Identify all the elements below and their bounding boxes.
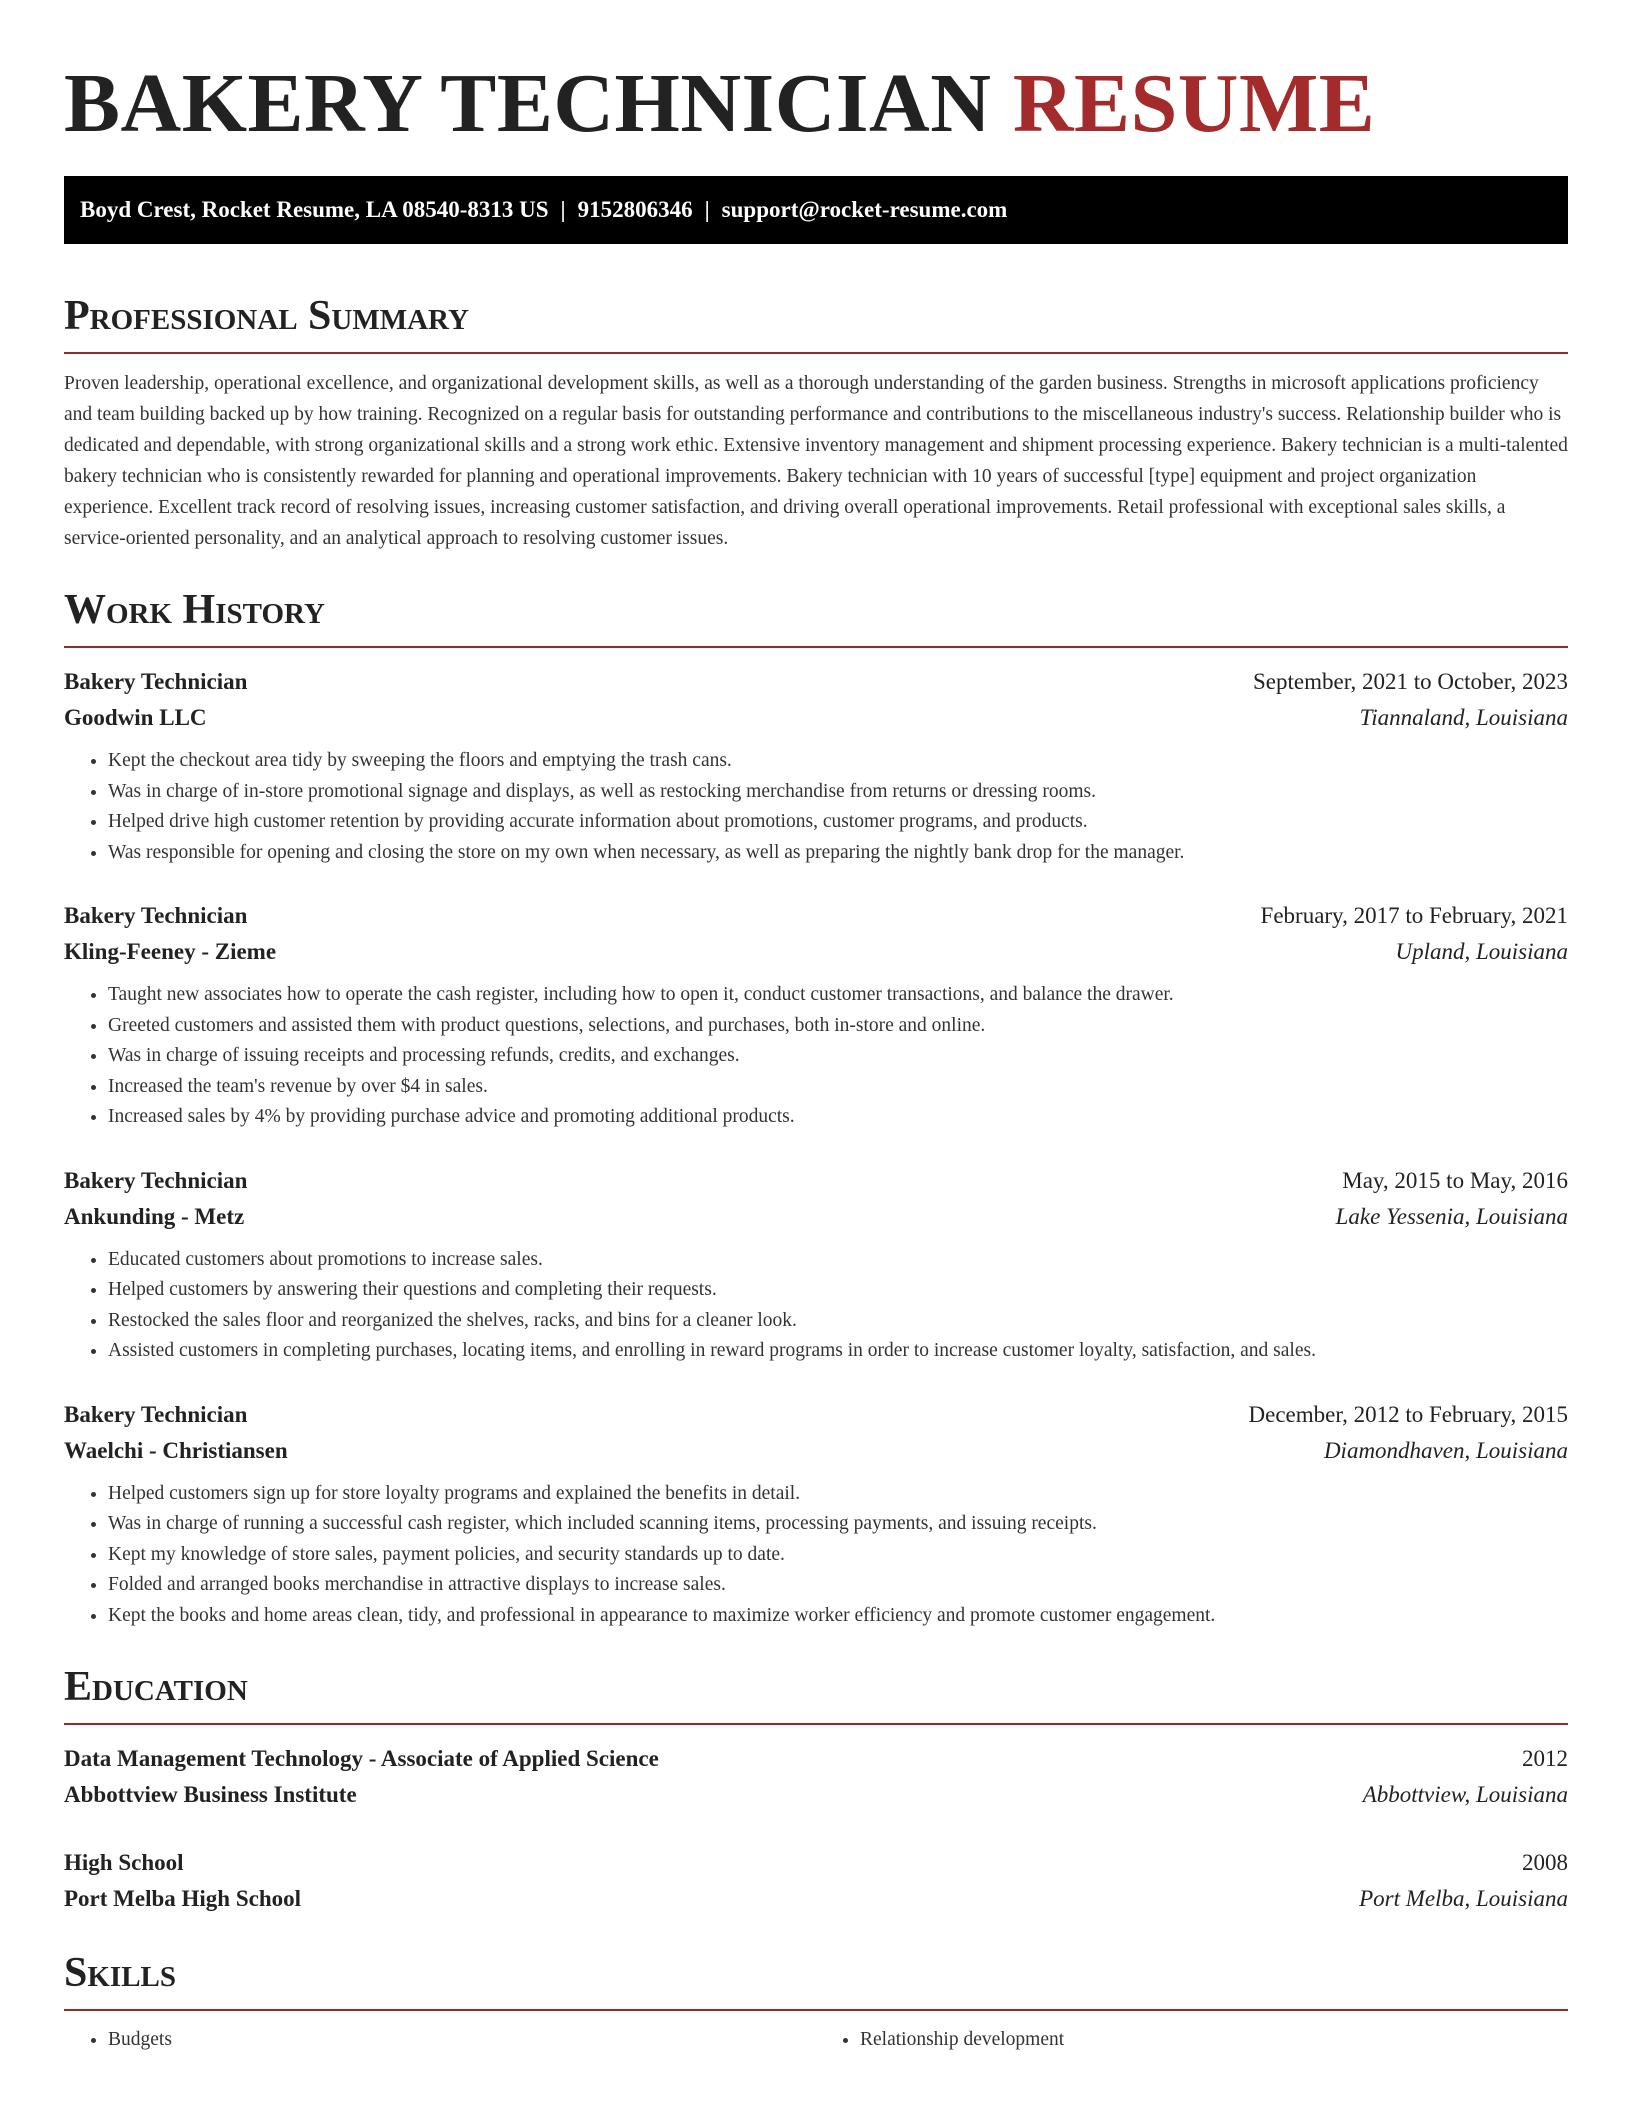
contact-email[interactable]: support@rocket-resume.com <box>721 197 1008 222</box>
job-duty: • Was responsible for opening and closing the store on my own when necessary, as well as preparing the nightly bank drop for the manager. <box>108 838 1568 869</box>
education-school: Abbottview Business Institute <box>64 1782 357 1807</box>
job-duty: • Assisted customers in completing purchases, locating items, and enrolling in reward programs in order to increase customer loyalty, satisfaction, and sales. <box>108 1336 1568 1367</box>
education-degree: High School <box>64 1850 184 1875</box>
job-entry <box>64 1163 1568 1367</box>
job-title: Bakery Technician <box>64 903 248 928</box>
job-location: Diamondhaven, Louisiana <box>1323 1437 1568 1463</box>
title-main: BAKERY TECHNICIAN <box>64 57 992 150</box>
skills-list <box>64 2025 1568 2056</box>
job-duties <box>64 980 1568 1133</box>
job-duties <box>64 1479 1568 1632</box>
job-duty: • Kept the checkout area tidy by sweeping the floors and emptying the trash cans. <box>108 746 1568 777</box>
job-duties <box>64 1245 1568 1367</box>
contact-separator: | <box>704 197 710 222</box>
skills-heading: Skills <box>64 1945 1568 2011</box>
education-location: Abbottview, Louisiana <box>1362 1782 1568 1807</box>
job-location: Lake Yessenia, Louisiana <box>1335 1203 1568 1229</box>
job-duty: • Was in charge of in-store promotional signage and displays, as well as restocking merchandise from returns or dressing rooms. <box>108 777 1568 808</box>
contact-address: Boyd Crest, Rocket Resume, LA 08540-8313 US <box>80 197 549 222</box>
skill-item: • Budgets <box>108 2025 816 2056</box>
job-company: Ankunding - Metz <box>64 1203 245 1229</box>
job-duty: • Was in charge of issuing receipts and processing refunds, credits, and exchanges. <box>108 1041 1568 1072</box>
job-title: Bakery Technician <box>64 1167 248 1193</box>
contact-bar <box>64 176 1568 244</box>
skills-column-right <box>816 2025 1568 2056</box>
education-heading: Education <box>64 1659 1568 1725</box>
job-location: Tiannaland, Louisiana <box>1359 705 1568 730</box>
work-history-heading: Work History <box>64 582 1568 648</box>
work-history-list <box>64 664 1568 1631</box>
education-year: 2008 <box>1522 1850 1568 1875</box>
skill-item: • Relationship development <box>860 2025 1568 2056</box>
job-duty: • Educated customers about promotions to increase sales. <box>108 1245 1568 1276</box>
contact-phone[interactable]: 9152806346 <box>577 197 693 222</box>
job-duty: • Helped drive high customer retention by providing accurate information about promotions, customer programs, and products. <box>108 807 1568 838</box>
education-year: 2012 <box>1522 1746 1568 1771</box>
resume-title <box>64 0 1568 154</box>
title-accent: RESUME <box>1012 57 1376 150</box>
job-duty: • Kept the books and home areas clean, tidy, and professional in appearance to maximize worker efficiency and promote customer engagement. <box>108 1601 1568 1632</box>
job-entry <box>64 1397 1568 1632</box>
job-title: Bakery Technician <box>64 1401 248 1427</box>
job-dates: May, 2015 to May, 2016 <box>1342 1167 1568 1193</box>
contact-separator: | <box>560 197 566 222</box>
job-duty: • Increased sales by 4% by providing purchase advice and promoting additional products. <box>108 1102 1568 1133</box>
job-duty: • Increased the team's revenue by over $4 in sales. <box>108 1072 1568 1103</box>
job-duty: • Helped customers by answering their questions and completing their requests. <box>108 1275 1568 1306</box>
job-duties <box>64 746 1568 868</box>
job-company: Goodwin LLC <box>64 705 207 730</box>
job-company: Waelchi - Christiansen <box>64 1437 288 1463</box>
job-duty: • Was in charge of running a successful cash register, which included scanning items, processing payments, and issuing receipts. <box>108 1509 1568 1540</box>
job-duty: • Taught new associates how to operate the cash register, including how to open it, conduct customer transactions, and balance the drawer. <box>108 980 1568 1011</box>
job-entry <box>64 664 1568 868</box>
education-school: Port Melba High School <box>64 1886 302 1911</box>
skills-column-left <box>64 2025 816 2056</box>
summary-heading: Professional Summary <box>64 288 1568 354</box>
job-duty: • Helped customers sign up for store loyalty programs and explained the benefits in detail. <box>108 1479 1568 1510</box>
job-company: Kling-Feeney - Zieme <box>64 939 277 964</box>
job-location: Upland, Louisiana <box>1395 939 1568 964</box>
summary-text: Proven leadership, operational excellence, and organizational development skills, as well as a thorough understanding of the garden business. Strengths in microsoft applications proficiency and team building backed up by how training. Recognized on a regular basis for outstanding performance and contributions to the miscellaneous industry's success. Relationship builder who is dedicated and dependable, with strong organizational skills and a strong work ethic. Extensive inventory management and shipment processing experience. Bakery technician is a multi-talented bakery technician who is consistently rewarded for planning and operational improvements. Bakery technician with 10 years of successful [type] equipment and project organization experience. Excellent track record of resolving issues, increasing customer satisfaction, and driving overall operational improvements. Retail professional with exceptional sales skills, a service-oriented personality, and an analytical approach to resolving customer issues. <box>64 373 1568 549</box>
education-degree: Data Management Technology - Associate of Applied Science <box>64 1746 659 1771</box>
job-duty: • Greeted customers and assisted them with product questions, selections, and purchases, both in-store and online. <box>108 1011 1568 1042</box>
education-location: Port Melba, Louisiana <box>1359 1886 1568 1911</box>
job-dates: September, 2021 to October, 2023 <box>1253 669 1568 694</box>
job-entry <box>64 898 1568 1133</box>
job-duty: • Folded and arranged books merchandise in attractive displays to increase sales. <box>108 1570 1568 1601</box>
job-title: Bakery Technician <box>64 669 248 694</box>
job-dates: February, 2017 to February, 2021 <box>1260 903 1568 928</box>
job-duty: • Restocked the sales floor and reorganized the shelves, racks, and bins for a cleaner look. <box>108 1306 1568 1337</box>
job-duty: • Kept my knowledge of store sales, payment policies, and security standards up to date. <box>108 1540 1568 1571</box>
education-entry <box>64 1741 1568 1813</box>
job-dates: December, 2012 to February, 2015 <box>1248 1401 1568 1427</box>
education-entry <box>64 1845 1568 1917</box>
